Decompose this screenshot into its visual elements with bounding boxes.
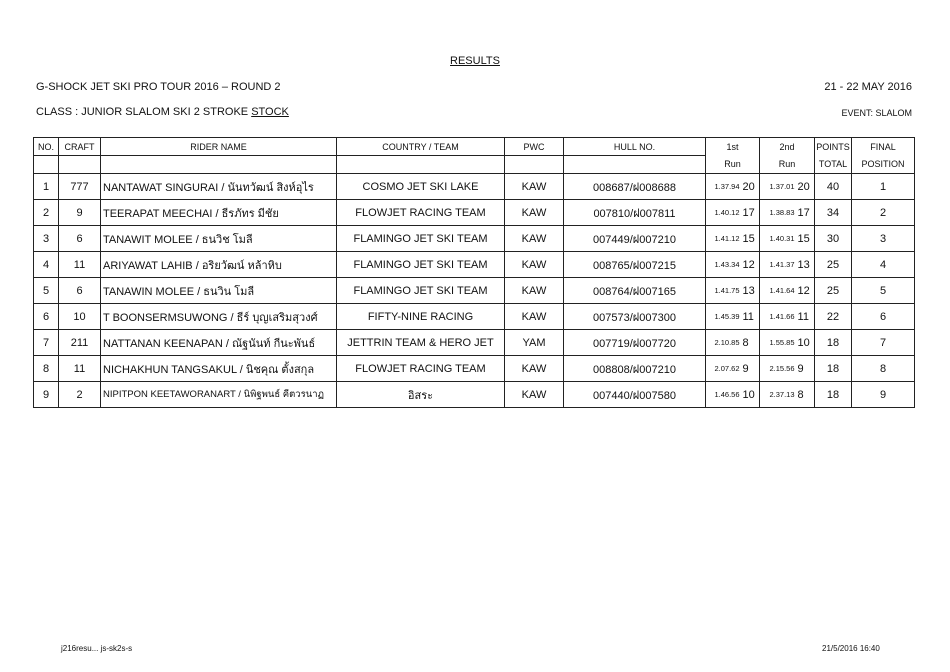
cell-team: FLOWJET RACING TEAM [337,356,505,382]
cell-run1-rank: 17 [742,200,760,226]
cell-rider: ARIYAWAT LAHIB / อริยวัฒน์ หล้าหิบ [101,252,337,278]
cell-no: 2 [34,200,59,226]
footer-printed-date: 21/5/2016 16:40 [822,644,880,653]
col-final-header: FINAL [852,138,915,156]
cell-rider: NIPITPON KEETAWORANART / นิพิฐพนธ์ คีตวรนาฏ [101,382,337,408]
cell-points: 25 [815,252,852,278]
cell-run1-time: 1.41.12 [706,226,742,252]
cell-team: FLAMINGO JET SKI TEAM [337,226,505,252]
cell-hull: 007440/ฝ007580 [564,382,706,408]
cell-team: FLAMINGO JET SKI TEAM [337,252,505,278]
cell-pwc: KAW [505,200,564,226]
col-hull-subheader [564,156,706,174]
cell-hull: 008808/ฝ007210 [564,356,706,382]
cell-position: 6 [852,304,915,330]
cell-run1-time: 1.46.56 [706,382,742,408]
event-type: EVENT: SLALOM [841,108,912,118]
cell-craft: 11 [59,252,101,278]
cell-run2-rank: 10 [797,330,815,356]
cell-run1-time: 1.37.94 [706,174,742,200]
footer-file-ref: j216resu... js-sk2s-s [61,644,133,653]
cell-points: 18 [815,356,852,382]
cell-hull: 007573/ฝ007300 [564,304,706,330]
cell-hull: 007449/ฝ007210 [564,226,706,252]
cell-run2-rank: 17 [797,200,815,226]
table-row [34,330,915,356]
col-points-header: POINTS [815,138,852,156]
cell-run2-rank: 11 [797,304,815,330]
col-hull-header: HULL NO. [564,138,706,156]
col-no-subheader [34,156,59,174]
cell-position: 3 [852,226,915,252]
cell-team: FLOWJET RACING TEAM [337,200,505,226]
cell-run2-time: 1.37.01 [760,174,797,200]
cell-run1-rank: 9 [742,356,760,382]
cell-pwc: KAW [505,226,564,252]
cell-position: 9 [852,382,915,408]
cell-hull: 007810/ฝ007811 [564,200,706,226]
cell-run2-rank: 9 [797,356,815,382]
cell-run2-time: 1.40.31 [760,226,797,252]
cell-run2-time: 2.37.13 [760,382,797,408]
table-body [34,174,915,408]
cell-pwc: KAW [505,382,564,408]
class-stock-label: STOCK [251,106,289,118]
cell-pwc: KAW [505,356,564,382]
col-pwc-subheader [505,156,564,174]
col-pwc-header: PWC [505,138,564,156]
results-table [33,137,915,408]
cell-rider: TANAWIT MOLEE / ธนวิช โมลี [101,226,337,252]
cell-run1-rank: 11 [742,304,760,330]
col-team-header: COUNTRY / TEAM [337,138,505,156]
cell-rider: TANAWIN MOLEE / ธนวิน โมลี [101,278,337,304]
col-team-subheader [337,156,505,174]
cell-hull: 008687/ฝ008688 [564,174,706,200]
cell-run2-time: 1.55.85 [760,330,797,356]
cell-run2-rank: 13 [797,252,815,278]
cell-run1-rank: 20 [742,174,760,200]
cell-run1-rank: 15 [742,226,760,252]
cell-run2-time: 2.15.56 [760,356,797,382]
cell-rider: NATTANAN KEENAPAN / ณัฐนันท์ กีนะพันธ์ [101,330,337,356]
page-title: RESULTS [450,55,500,67]
cell-craft: 777 [59,174,101,200]
event-date: 21 - 22 MAY 2016 [824,81,912,93]
cell-position: 4 [852,252,915,278]
cell-team: FIFTY-NINE RACING [337,304,505,330]
cell-run2-rank: 12 [797,278,815,304]
cell-rider: T BOONSERMSUWONG / ธีร์ บุญเสริมสุวงศ์ [101,304,337,330]
class-name: CLASS : JUNIOR SLALOM SKI 2 STROKE [36,106,249,118]
cell-hull: 007719/ฝ007720 [564,330,706,356]
cell-pwc: KAW [505,278,564,304]
table-header [34,138,915,174]
cell-no: 6 [34,304,59,330]
table-row [34,382,915,408]
cell-points: 40 [815,174,852,200]
cell-position: 1 [852,174,915,200]
cell-run1-rank: 13 [742,278,760,304]
table-row [34,278,915,304]
cell-points: 18 [815,330,852,356]
cell-no: 3 [34,226,59,252]
cell-no: 9 [34,382,59,408]
cell-pwc: KAW [505,174,564,200]
cell-team: FLAMINGO JET SKI TEAM [337,278,505,304]
table-row [34,226,915,252]
cell-run1-time: 1.43.34 [706,252,742,278]
col-craft-subheader [59,156,101,174]
cell-run1-rank: 10 [742,382,760,408]
cell-points: 30 [815,226,852,252]
cell-hull: 008765/ฝ007215 [564,252,706,278]
cell-points: 18 [815,382,852,408]
col-run2-header: 2nd [760,138,815,156]
cell-run2-time: 1.41.64 [760,278,797,304]
cell-team: อิสระ [337,382,505,408]
cell-craft: 2 [59,382,101,408]
cell-position: 5 [852,278,915,304]
class-line [36,106,289,118]
cell-no: 5 [34,278,59,304]
cell-position: 8 [852,356,915,382]
cell-no: 8 [34,356,59,382]
cell-run2-time: 1.41.66 [760,304,797,330]
col-rider-header: RIDER NAME [101,138,337,156]
cell-craft: 6 [59,278,101,304]
cell-run1-rank: 12 [742,252,760,278]
cell-rider: NICHAKHUN TANGSAKUL / นิชคุณ ตั้งสกุล [101,356,337,382]
cell-no: 7 [34,330,59,356]
cell-rider: TEERAPAT MEECHAI / ธีรภัทร มีชัย [101,200,337,226]
cell-run2-rank: 8 [797,382,815,408]
cell-run1-rank: 8 [742,330,760,356]
cell-points: 22 [815,304,852,330]
cell-craft: 6 [59,226,101,252]
cell-team: JETTRIN TEAM & HERO JET [337,330,505,356]
cell-run2-rank: 15 [797,226,815,252]
col-craft-header: CRAFT [59,138,101,156]
cell-run1-time: 1.40.12 [706,200,742,226]
cell-run1-time: 2.07.62 [706,356,742,382]
table-row [34,200,915,226]
cell-craft: 9 [59,200,101,226]
col-rider-subheader [101,156,337,174]
cell-no: 1 [34,174,59,200]
col-no-header: NO. [34,138,59,156]
table-row [34,356,915,382]
cell-position: 2 [852,200,915,226]
table-row [34,304,915,330]
cell-hull: 008764/ฝ007165 [564,278,706,304]
cell-craft: 211 [59,330,101,356]
cell-points: 34 [815,200,852,226]
cell-rider: NANTAWAT SINGURAI / นันทวัฒน์ สิงห์อุไร [101,174,337,200]
cell-points: 25 [815,278,852,304]
cell-run2-rank: 20 [797,174,815,200]
table-row [34,174,915,200]
cell-run1-time: 1.45.39 [706,304,742,330]
cell-position: 7 [852,330,915,356]
col-final-subheader: POSITION [852,156,915,174]
cell-run1-time: 1.41.75 [706,278,742,304]
col-run1-header: 1st [706,138,760,156]
cell-team: COSMO JET SKI LAKE [337,174,505,200]
cell-pwc: KAW [505,304,564,330]
cell-run2-time: 1.38.83 [760,200,797,226]
col-run1-subheader: Run [706,156,760,174]
cell-pwc: KAW [505,252,564,278]
cell-run2-time: 1.41.37 [760,252,797,278]
cell-run1-time: 2.10.85 [706,330,742,356]
table-row [34,252,915,278]
event-name: G-SHOCK JET SKI PRO TOUR 2016 – ROUND 2 [36,81,281,93]
cell-pwc: YAM [505,330,564,356]
cell-craft: 11 [59,356,101,382]
col-points-subheader: TOTAL [815,156,852,174]
cell-no: 4 [34,252,59,278]
cell-craft: 10 [59,304,101,330]
col-run2-subheader: Run [760,156,815,174]
